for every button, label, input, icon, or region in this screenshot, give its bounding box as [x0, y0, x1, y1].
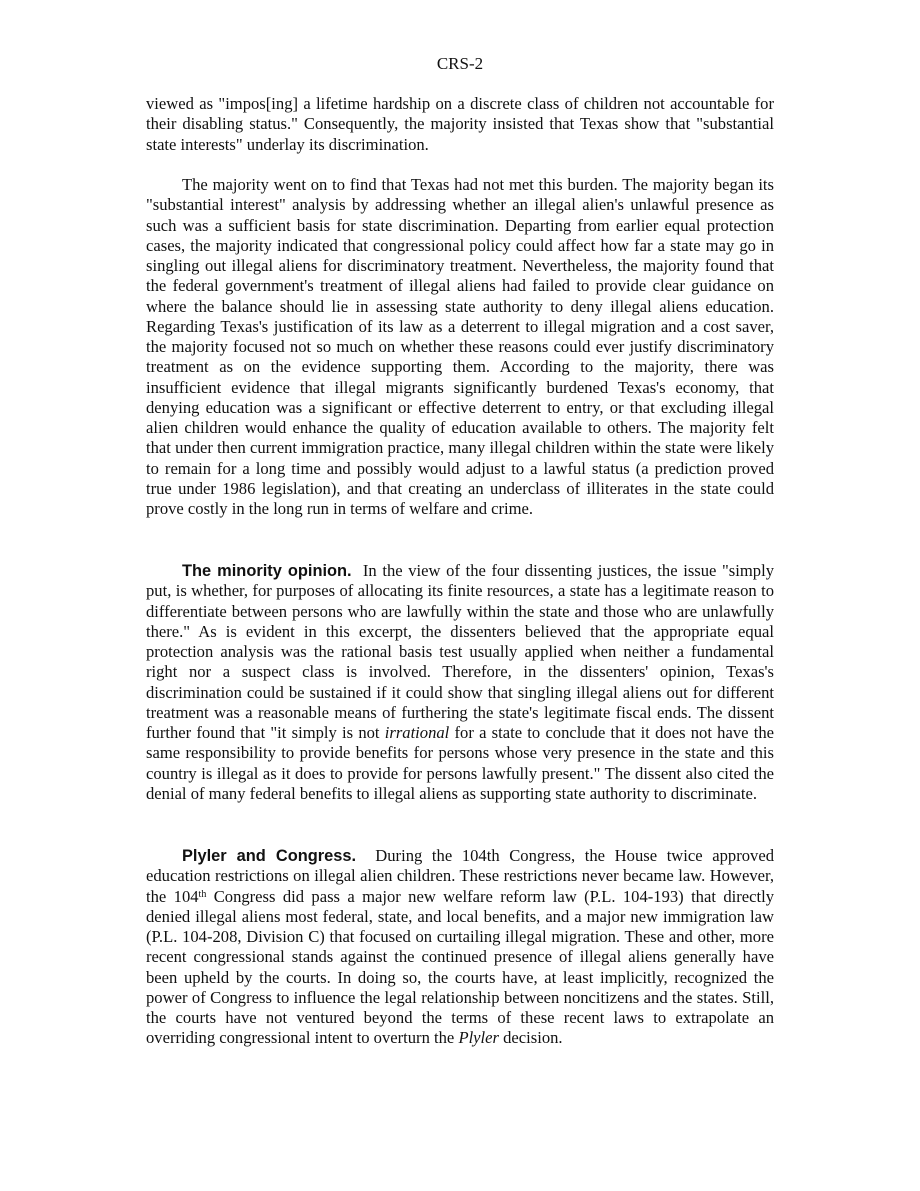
plyler-text-part-2: Congress did pass a major new welfare reform law (P.L. 104-193) that directly denied illegal aliens most federal, state, and local benefits, and a major new immigration law (P.L. 104-208, Division C) that focused on curtailing illegal migration. These and other, more recent congressional stands against the continued presence of illegal aliens generally have been upheld by the courts. In doing so, the courts have, at least implicitly, recognized the power of Congress to influence the legal relationship between noncitizens and the states. Still, the courts have not ventured beyond the terms of these recent laws to extrapolate an overriding congressional intent to overturn the — [146, 886, 774, 1048]
paragraph-majority-analysis: The majority went on to find that Texas had not met this burden. The majority began its "substantial interest" analysis by addressing whether an illegal alien's unlawful presence as such was a sufficient basis for state discrimination. Departing from earlier equal protection cases, the majority indicated that congressional policy could affect how far a state may go in singling out illegal aliens for discriminatory treatment. Nevertheless, the majority found that the federal government's treatment of illegal aliens had failed to provide clear guidance on where the balance should lie in assessing state authority to deny illegal aliens education. Regarding Texas's justification of its law as a deterrent to illegal migration and a cost saver, the majority focused not so much on whether these reasons could ever justify discriminatory treatment as on the evidence supporting them. According to the majority, there was insufficient evidence that illegal migrants significantly burdened Texas's economy, that denying education was a significant or effective deterrent to entry, or that excluding illegal alien children would enhance the quality of education available to others. The majority felt that under then current immigration practice, many illegal children within the state were likely to remain for a long time and possibly would adjust to a lawful status (a prediction proved true under 1986 legislation), and that creating an underclass of illiterates in the state could prove costly in the long run in terms of welfare and crime. — [146, 175, 774, 518]
section-heading-plyler-and-congress: Plyler and Congress. — [182, 847, 357, 865]
ordinal-superscript: th — [198, 888, 207, 900]
minority-text-part-1: In the view of the four dissenting justices, the issue "simply put, is whether, for purposes of allocating its finite resources, a state has a legitimate reason to differentiate between persons who are lawfully within the state and those who are unlawfully there." As is evident in this excerpt, the dissenters believed that the appropriate equal protection analysis was the rational basis test usually applied when neither a fundamental right nor a suspect class is involved. Therefore, in the dissenters' opinion, Texas's discrimination could be sustained if it could show that singling illegal aliens out for different treatment was a reasonable means of furthering the state's legitimate fiscal ends. The dissent further found that "it simply is not — [146, 561, 774, 742]
paragraph-plyler-and-congress — [146, 846, 774, 1049]
paragraph-continuation: viewed as "impos[ing] a lifetime hardship on a discrete class of children not accountable for their disabling status." Consequently, the majority insisted that Texas show that "substantial state interests" underlay its discrimination. — [146, 94, 774, 154]
emphasis-irrational: irrational — [384, 723, 450, 742]
plyler-text-part-3: decision. — [498, 1028, 563, 1048]
page-number: CRS-2 — [436, 54, 484, 73]
section-heading-minority-opinion: The minority opinion. — [182, 562, 352, 580]
paragraph-minority-opinion — [146, 561, 774, 804]
minority-text-part-2: for a state to conclude that it does not have the same responsibility to provide benefits for persons whose very presence in the state and this country is illegal as it does to provide for persons lawfully present." The dissent also cited the denial of many federal benefits to illegal aliens as supporting state authority to discriminate. — [146, 723, 774, 803]
emphasis-plyler: Plyler — [458, 1028, 499, 1048]
plyler-text-part-1: During the 104th Congress, the House twice approved education restrictions on illegal alien children. These restrictions never became law. However, the 104 — [146, 846, 775, 906]
